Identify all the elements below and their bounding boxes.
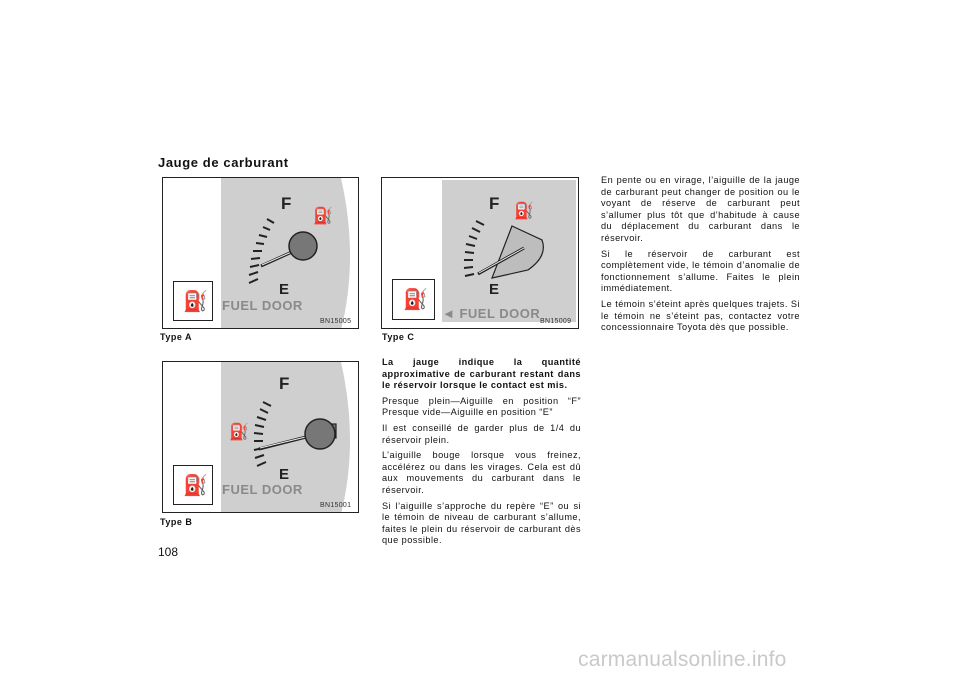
figure-type-a [162,177,359,329]
fuel-door-label: FUEL DOOR [222,298,303,313]
gauge-empty-label: E [489,281,500,298]
fuel-pump-icon: ⛽ [229,424,249,441]
intro-paragraph: La jauge indique la quantité approximative de carburant restant dans le réservoir lorsque le contact est mis. [382,357,581,391]
fuel-warning-box [392,279,435,320]
fuel-pump-warning-icon: ⛽ [403,289,428,311]
gauge-empty-label: E [279,281,290,298]
paragraph: Presque plein—Aiguille en position “F” Presque vide—Aiguille en position “E” [382,395,581,418]
gauge-empty-label: E [279,466,290,483]
paragraph: En pente ou en virage, l’aiguille de la jauge de carburant peut changer de position ou le voyant de réserve de carburant peut s’allumer plus tôt que d’habitude à cause du déplacement du carburant dans le réservoir. [601,175,800,243]
paragraph: Le témoin s’éteint après quelques trajets. Si le témoin ne s’éteint pas, contactez votre concessionnaire Toyota dès que possible. [601,298,800,333]
watermark: carmanualsonline.info [578,648,787,671]
gauge-full-label: F [281,194,292,213]
figure-caption: Type A [160,332,193,342]
fuel-pump-warning-icon: ⛽ [183,291,208,313]
figure-code: BN15001 [320,502,352,509]
fuel-warning-box [173,465,213,505]
paragraph: L’aiguille bouge lorsque vous freinez, accélérez ou dans les virages. Cela est dû aux mouvements du carburant dans le réservoir. [382,450,581,495]
fuel-pump-icon: ⛽ [313,208,333,225]
figure-caption: Type B [160,517,193,527]
fuel-door-label: FUEL DOOR [222,482,303,497]
fuel-pump-warning-icon: ⛽ [183,475,208,497]
gauge-full-label: F [279,374,290,393]
fuel-pump-icon: ⛽ [514,203,534,220]
right-text-column [601,175,800,338]
fuel-warning-box [173,281,213,321]
paragraph: Si l’aiguille s’approche du repère “E” ou si le témoin de niveau de carburant s’allume, faites le plein du réservoir de carburant dès que possible. [382,500,581,546]
figure-code: BN15005 [320,318,352,325]
paragraph: Si le réservoir de carburant est complètement vide, le témoin d’anomalie de fonctionnement s’allume. Faites le plein immédiatement. [601,248,800,294]
gauge-full-label: F [489,194,500,213]
section-title: Jauge de carburant [158,155,289,170]
paragraph: Il est conseillé de garder plus de 1/4 du réservoir plein. [382,422,581,445]
figure-type-c [381,177,579,329]
figure-caption: Type C [382,332,415,342]
middle-text-column [382,357,581,551]
fuel-door-label: ◄ FUEL DOOR [442,306,541,321]
figure-code: BN15009 [540,318,572,325]
figure-type-b [162,361,359,513]
page-number: 108 [158,545,179,559]
